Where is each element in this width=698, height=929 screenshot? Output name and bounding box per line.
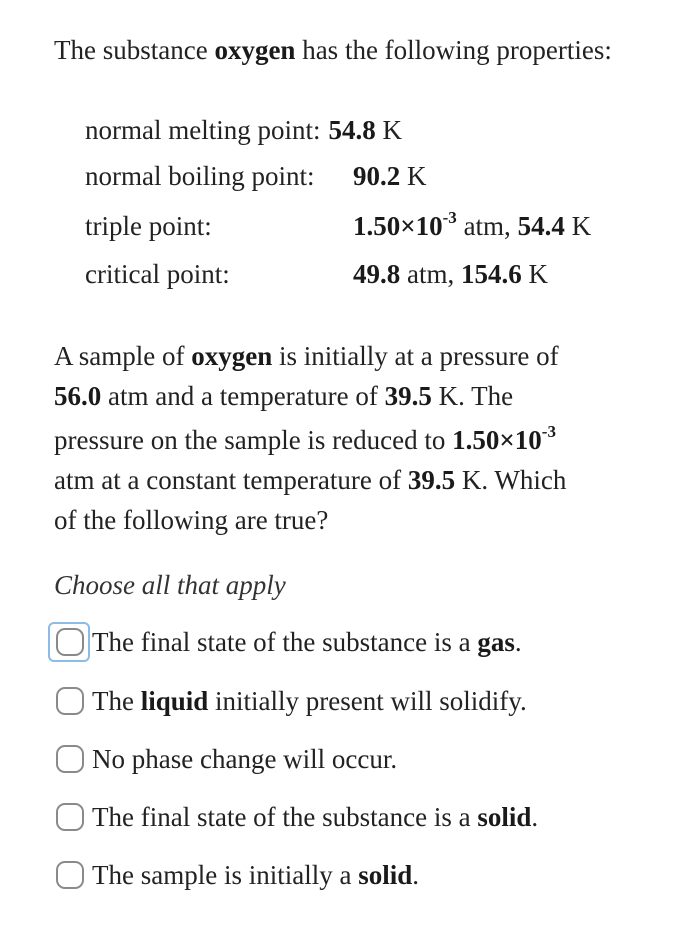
temperature-value: 154.6 [461, 259, 522, 289]
checkbox[interactable] [56, 687, 84, 715]
checkbox[interactable] [56, 861, 84, 889]
option-keyword: gas [477, 626, 515, 657]
substance-name: oxygen [214, 35, 296, 65]
final-pressure-exponent: -3 [541, 422, 556, 441]
option-text-part: . [514, 626, 522, 657]
option-text-part: . [531, 801, 539, 832]
option-text-part: . [412, 859, 419, 890]
option-keyword: liquid [140, 685, 209, 716]
option-text [92, 627, 522, 658]
question-substance: oxygen [191, 341, 273, 371]
option-text [92, 744, 397, 775]
question-line-4 [54, 460, 634, 500]
question-fragment: atm at a constant temperature of [54, 465, 408, 495]
intro-suffix: has the following properties: [295, 35, 612, 65]
property-row-triple-point [85, 208, 591, 244]
answer-option-3[interactable] [48, 733, 397, 785]
temperature-value: 54.4 [517, 211, 565, 241]
temperature-unit: K [564, 211, 592, 241]
option-text-part: The sample is initially a [92, 859, 359, 890]
option-text-part: The final state of the substance is a [92, 626, 478, 657]
pressure-value [353, 208, 457, 241]
option-keyword: solid [358, 859, 413, 890]
initial-pressure: 56.0 [54, 381, 102, 411]
question-line-5 [54, 500, 634, 540]
initial-temperature: 39.5 [384, 381, 432, 411]
final-pressure-mantissa: 1.50×10 [452, 425, 542, 455]
question-line-3 [54, 416, 634, 460]
pressure-value: 49.8 [353, 259, 401, 289]
answer-option-1[interactable] [48, 616, 522, 668]
option-text-part: The [92, 685, 141, 716]
choose-all-instruction: Choose all that apply [54, 570, 286, 600]
question-fragment: A sample of [54, 341, 192, 371]
question-line-2 [54, 376, 634, 416]
checkbox[interactable] [56, 803, 84, 831]
property-row-boiling-point [85, 158, 427, 194]
temperature-unit: K [521, 259, 548, 289]
option-text-part: No phase change will occur. [92, 743, 398, 774]
property-label: critical point: [85, 259, 230, 289]
property-value: 90.2 [353, 161, 401, 191]
pressure-exponent: -3 [442, 208, 457, 227]
question-fragment: pressure on the sample is reduced to [54, 425, 453, 455]
checkbox[interactable] [56, 628, 84, 656]
property-unit: K [400, 161, 427, 191]
question-line-1 [54, 336, 634, 376]
intro-prefix: The substance [54, 35, 215, 65]
answer-option-5[interactable] [48, 849, 419, 901]
option-text [92, 802, 538, 833]
question-fragment: is initially at a pressure of [272, 341, 559, 371]
question-fragment: atm and a temperature of [101, 381, 385, 411]
question-fragment: K. Which [455, 465, 567, 495]
option-text [92, 686, 527, 717]
answer-option-2[interactable] [48, 675, 527, 727]
property-label: triple point: [85, 211, 212, 241]
final-pressure [452, 422, 556, 455]
question-fragment: K. The [431, 381, 514, 411]
problem-intro [54, 30, 614, 70]
property-value: 54.8 [328, 115, 376, 145]
pressure-unit: atm, [456, 211, 518, 241]
property-unit: K [375, 115, 402, 145]
pressure-unit: atm, [400, 259, 461, 289]
option-keyword: solid [477, 801, 532, 832]
pressure-mantissa: 1.50×10 [353, 211, 443, 241]
checkbox[interactable] [56, 745, 84, 773]
question-fragment: of the following are true? [54, 505, 329, 535]
property-row-melting-point [85, 112, 402, 148]
question-text [54, 336, 634, 540]
option-text [92, 860, 419, 891]
property-label: normal melting point: [85, 115, 321, 145]
constant-temperature: 39.5 [407, 465, 456, 495]
property-label: normal boiling point: [85, 161, 315, 191]
property-row-critical-point [85, 256, 548, 292]
answer-option-4[interactable] [48, 791, 538, 843]
option-text-part: The final state of the substance is a [92, 801, 478, 832]
option-text-part: initially present will solidify. [208, 685, 527, 716]
